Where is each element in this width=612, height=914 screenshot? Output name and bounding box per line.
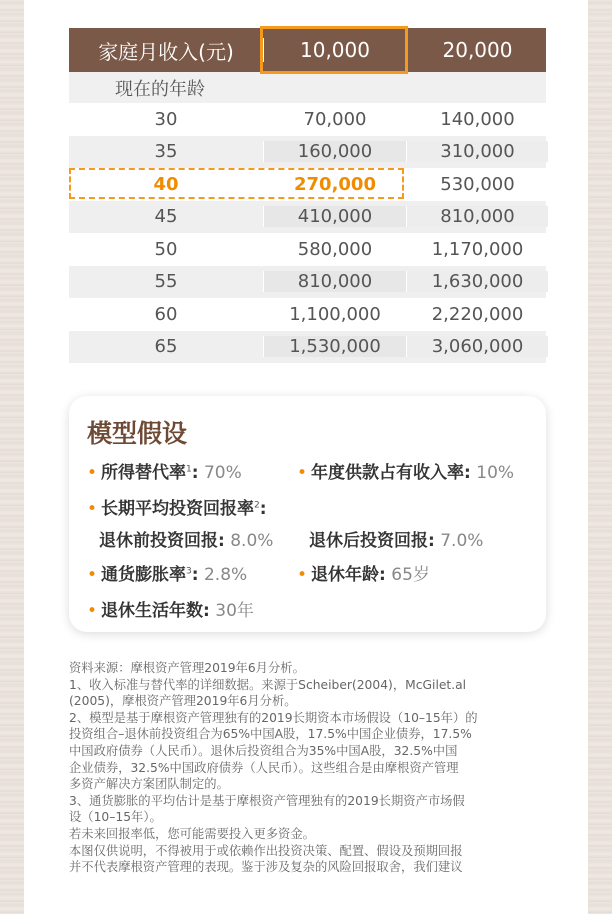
assumption-retirement-years <box>87 596 254 621</box>
table-row <box>69 103 546 136</box>
header-cell-20000: 20,000 <box>442 38 513 62</box>
bullet-icon: • <box>87 499 98 519</box>
wood-background-right <box>588 0 612 914</box>
age-cell: 40 <box>153 173 179 195</box>
footnote-line: 投资组合–退休前投资组合为65%中国A股，17.5%中国企业债券，17.5% <box>69 727 472 742</box>
bullet-icon: • <box>87 463 98 483</box>
table-row <box>69 201 546 234</box>
age-cell: 60 <box>154 303 178 325</box>
age-cell: 55 <box>154 271 178 293</box>
footnote-marker: 1 <box>186 464 192 475</box>
footnote-marker: 2 <box>254 500 260 511</box>
bullet-icon: • <box>297 565 308 585</box>
assumption-label: 通货膨胀率 <box>101 565 187 585</box>
table-header <box>69 28 546 72</box>
assumption-value: 10% <box>476 463 515 483</box>
footnote-line: 若未来回报率低，您可能需要投入更多资金。 <box>69 826 315 841</box>
colon: : <box>259 499 267 519</box>
card-title: 模型假设 <box>87 419 188 448</box>
footnote-line: 1、收入标准与替代率的详细数据。来源于Scheiber(2004)，McGilet.al <box>69 677 467 692</box>
table-row <box>69 298 546 331</box>
value-cell: 410,000 <box>263 206 407 227</box>
age-cell: 65 <box>154 336 178 358</box>
table-row <box>69 136 546 169</box>
value-cell: 1,100,000 <box>263 304 407 325</box>
value-cell: 70,000 <box>263 109 407 130</box>
colon: : <box>218 531 225 551</box>
assumption-label: 退休后投资回报 <box>309 531 428 551</box>
assumption-retirement-age <box>297 560 430 585</box>
assumptions-card <box>69 396 546 632</box>
table-row <box>69 331 546 364</box>
assumption-label: 年度供款占有收入率 <box>311 463 465 483</box>
assumption-value: 70% <box>203 463 242 483</box>
footnotes <box>69 660 549 876</box>
assumption-value: 65岁 <box>391 565 430 585</box>
value-cell: 140,000 <box>440 108 515 130</box>
assumption-label: 所得替代率 <box>101 463 187 483</box>
age-cell: 45 <box>154 206 178 228</box>
footnote-marker: 3 <box>186 566 192 577</box>
assumption-value: 8.0% <box>230 531 274 551</box>
assumption-label: 退休年龄 <box>311 565 380 585</box>
value-cell: 270,000 <box>263 174 407 195</box>
header-cell-10000: 10,000 <box>263 38 407 62</box>
value-cell: 1,530,000 <box>263 336 407 357</box>
footnote-line: 并不代表摩根资产管理的表现。鉴于涉及复杂的风险回报取舍，我们建议 <box>69 860 463 875</box>
bullet-icon: • <box>87 565 98 585</box>
assumption-post-retirement-return <box>309 526 483 551</box>
footnote-line: 企业债券，32.5%中国政府债券（人民币）。这些组合是由摩根资产管理 <box>69 760 459 775</box>
assumption-label: 长期平均投资回报率 <box>101 499 255 519</box>
footnote-line: 设（10–15年）。 <box>69 810 162 825</box>
value-cell: 580,000 <box>263 239 407 260</box>
age-cell: 50 <box>154 238 178 260</box>
value-cell: 1,170,000 <box>431 238 524 260</box>
wood-background-left <box>0 0 24 914</box>
assumption-pre-retirement-return <box>99 526 273 551</box>
value-cell: 810,000 <box>263 271 407 292</box>
colon: : <box>464 463 471 483</box>
footnote-line: 资料来源：摩根资产管理2019年6月分析。 <box>69 661 305 675</box>
value-cell: 160,000 <box>263 141 407 162</box>
colon: : <box>428 531 435 551</box>
colon: : <box>191 565 199 585</box>
footnote-line: 2、模型是基于摩根资产管理独有的2019长期资本市场假设（10–15年）的 <box>69 710 478 725</box>
subheader-age-label: 现在的年龄 <box>115 78 205 100</box>
footnote-line: (2005)，摩根资产管理2019年6月分析。 <box>69 694 297 709</box>
table-row <box>69 266 546 299</box>
colon: : <box>379 565 386 585</box>
colon: : <box>203 601 210 621</box>
savings-table <box>69 28 546 363</box>
footnote-line: 本图仅供说明，不得被用于或依赖作出投资决策、配置、假设及预期回报 <box>69 843 463 858</box>
age-cell: 30 <box>154 108 178 130</box>
value-cell: 1,630,000 <box>407 271 548 292</box>
assumption-contribution-rate <box>297 458 514 483</box>
footnote-line: 多资产解决方案团队制定的。 <box>69 777 229 792</box>
footnote-line: 3、通货膨胀的平均估计是基于摩根资产管理独有的2019长期资产市场假 <box>69 793 465 808</box>
assumption-inflation <box>87 560 247 585</box>
assumption-value: 30年 <box>215 601 254 621</box>
value-cell: 2,220,000 <box>431 303 524 325</box>
header-cell-income: 家庭月收入(元) <box>98 39 234 64</box>
table-row <box>69 233 546 266</box>
assumption-long-term-return <box>87 494 267 519</box>
value-cell: 3,060,000 <box>407 336 548 357</box>
value-cell: 530,000 <box>440 173 515 195</box>
value-cell: 310,000 <box>407 141 548 162</box>
assumption-value: 2.8% <box>203 565 248 585</box>
assumption-value: 7.0% <box>440 531 484 551</box>
age-cell: 35 <box>154 141 178 163</box>
bullet-icon: • <box>87 601 98 621</box>
assumption-label: 退休生活年数 <box>101 601 204 621</box>
table-row-highlighted <box>69 168 546 201</box>
bullet-icon: • <box>297 463 308 483</box>
footnote-line: 中国政府债券（人民币）。退休后投资组合为35%中国A股，32.5%中国 <box>69 743 458 758</box>
value-cell: 810,000 <box>407 206 548 227</box>
table-subheader <box>69 72 546 103</box>
colon: : <box>191 463 199 483</box>
assumption-label: 退休前投资回报 <box>99 531 218 551</box>
assumption-replacement-rate <box>87 458 242 483</box>
